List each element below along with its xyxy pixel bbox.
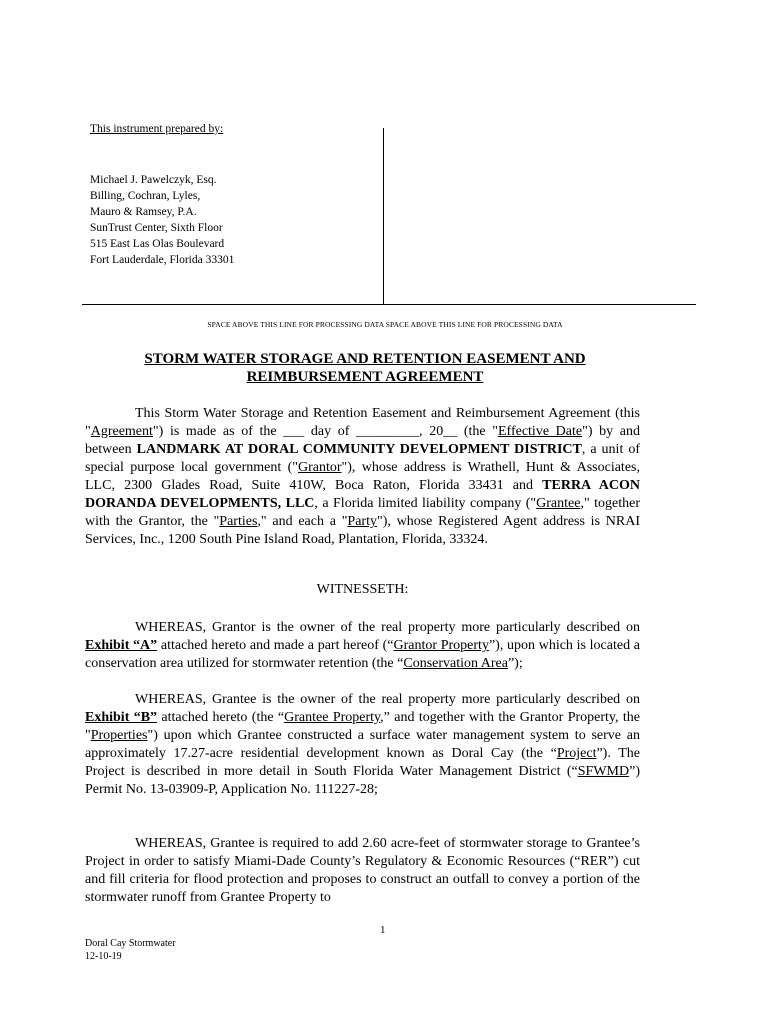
recording-box-horizontal-divider [82, 304, 696, 305]
prepared-by-label: This instrument prepared by: [90, 123, 224, 135]
exhibit-b-ref: Exhibit “B” [85, 710, 158, 725]
text-run: ”), upon which is located a conservation area utilized for stormwater retention (the “ [85, 638, 640, 671]
text-run: This Storm Water Storage and Retention Easement and Reimbursement Agreement (this " [85, 406, 640, 439]
recording-box-vertical-divider [383, 128, 384, 304]
text-run: ," together with the Grantor, the " [85, 496, 640, 529]
text-run: WHEREAS, Grantor is the owner of the real property more particularly described on [135, 620, 640, 635]
text-run: ”). The Project is described in more detail in South Florida Water Management District (“ [85, 746, 640, 779]
footer-line-1: Doral Cay Stormwater [85, 938, 176, 949]
witnesseth-heading: WITNESSETH: [316, 582, 409, 597]
text-run: , a Florida limited liability company (" [314, 496, 537, 511]
sfwmd-term: SFWMD [577, 764, 630, 779]
text-run: WHEREAS, Grantee is the owner of the real property more particularly described on [135, 692, 640, 707]
text-run: ”); [507, 656, 523, 671]
grantor-property-term: Grantor Property [393, 638, 489, 653]
text-run: "), whose Registered Agent address is NRAI Services, Inc., 1200 South Pine Island Road, Plantation, Florida, 33324. [85, 514, 640, 547]
grantee-property-term: Grantee Property [284, 710, 381, 725]
document-title [85, 350, 645, 386]
agreement-term: Agreement [90, 424, 153, 439]
grantor-name: LANDMARK AT DORAL COMMUNITY DEVELOPMENT DISTRICT [136, 442, 582, 457]
grantee-name: TERRA ACON DORANDA DEVELOPMENTS, LLC [85, 478, 640, 511]
text-run: ," and each a " [257, 514, 348, 529]
preparer-line: Mauro & Ramsey, P.A. [90, 206, 197, 218]
footer-line-2: 12-10-19 [85, 951, 122, 962]
preparer-address-block [90, 172, 234, 268]
grantor-term: Grantor [297, 460, 342, 475]
title-line-2: REIMBURSEMENT AGREEMENT [246, 369, 484, 385]
properties-term: Properties [90, 728, 148, 743]
text-run: ") by and between [85, 424, 640, 457]
text-run: ") upon which Grantee constructed a surface water management system to serve an approximately 17.27-acre residential development known as Doral Cay (the “ [85, 728, 640, 761]
intro-paragraph [85, 405, 640, 549]
text-run: attached hereto and made a part hereof (“ [157, 638, 394, 653]
preparer-line: SunTrust Center, Sixth Floor [90, 222, 223, 234]
whereas-paragraph-2 [85, 691, 640, 799]
effective-date-term: Effective Date [497, 424, 583, 439]
whereas-paragraph-3: WHEREAS, Grantee is required to add 2.60 acre-feet of stormwater storage to Grantee’s Project in order to satisfy Miami-Dade County’s Regulatory & Economic Resources (“RER”) cut and fill criteria for flood protection and proposes to construct an outfall to convey a portion of the stormwater runoff from Grantee Property to [85, 836, 640, 905]
whereas-paragraph-1 [85, 619, 640, 673]
preparer-line: 515 East Las Olas Boulevard [90, 238, 225, 250]
text-run: "), whose address is Wrathell, Hunt & Associates, LLC, 2300 Glades Road, Suite 410W, Boca Raton, Florida 33431 and [85, 460, 640, 493]
conservation-area-term: Conservation Area [403, 656, 508, 671]
page-number: 1 [380, 924, 386, 936]
text-run: ") is made as of the ___ day of _________, 20__ (the " [152, 424, 498, 439]
preparer-line: Fort Lauderdale, Florida 33301 [90, 254, 235, 266]
text-run: attached hereto (the “ [157, 710, 285, 725]
preparer-line: Michael J. Pawelczyk, Esq. [90, 174, 217, 186]
exhibit-a-ref: Exhibit “A” [85, 638, 158, 653]
preparer-line: Billing, Cochran, Lyles, [90, 190, 201, 202]
footer [85, 937, 176, 963]
party-term: Party [347, 514, 377, 529]
title-line-1: STORM WATER STORAGE AND RETENTION EASEMENT AND [144, 351, 586, 367]
text-run: , a unit of special purpose local government (" [85, 442, 640, 475]
project-term: Project [556, 746, 597, 761]
text-run: ”) Permit No. 13-03909-P, Application No. 111227-28; [85, 764, 640, 797]
text-run: ,” and together with the Grantor Property, the " [85, 710, 640, 743]
parties-term: Parties [219, 514, 258, 529]
processing-data-note: SPACE ABOVE THIS LINE FOR PROCESSING DATA SPACE ABOVE THIS LINE FOR PROCESSING DATA [207, 320, 563, 329]
grantee-term: Grantee [536, 496, 581, 511]
